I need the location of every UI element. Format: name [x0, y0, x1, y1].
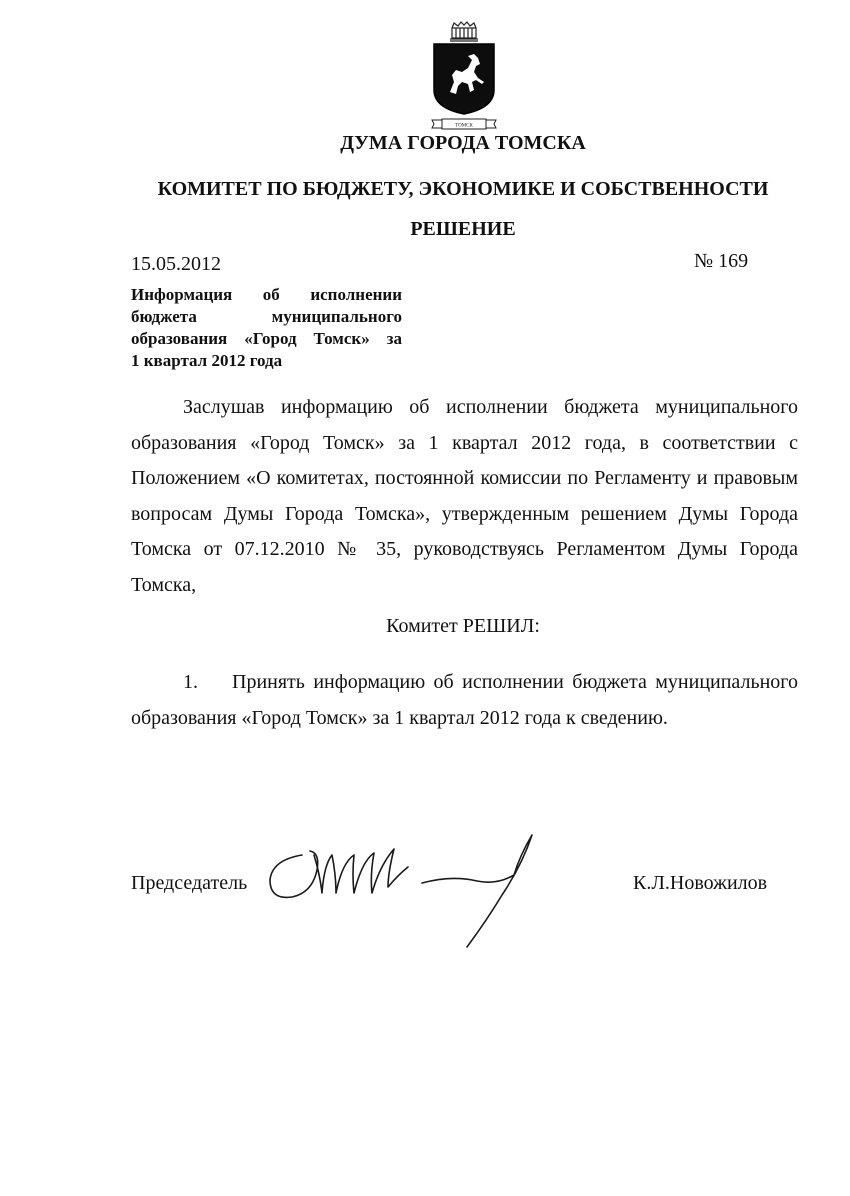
subject-line: образования «Город Томск» за	[131, 329, 402, 348]
ribbon-text: ТОМСК	[455, 123, 473, 129]
item-number: 1.	[183, 671, 198, 693]
duma-title: ДУМА ГОРОДА ТОМСКА	[340, 132, 586, 154]
subject-line: бюджета муниципального	[131, 307, 402, 326]
committee-title: КОМИТЕТ ПО БЮДЖЕТУ, ЭКОНОМИКЕ И СОБСТВЕННОСТИ	[157, 178, 769, 200]
coat-of-arms-emblem	[428, 20, 500, 138]
document-type-heading: РЕШЕНИЕ	[410, 218, 516, 240]
signatory-title: Председатель	[131, 872, 248, 894]
item-text: Принять информацию об исполнении бюджета муниципального образования «Город Томск» за 1 квартал 2012 года к сведению.	[131, 671, 798, 729]
document-number: № 169	[694, 250, 749, 272]
document-subject	[131, 284, 402, 372]
crown-icon	[450, 22, 478, 41]
subject-line: Информация об исполнении	[131, 285, 402, 304]
signatory-name: К.Л.Новожилов	[633, 872, 768, 894]
resolved-heading: Комитет РЕШИЛ:	[386, 615, 540, 637]
resolution-item	[131, 665, 798, 736]
handwritten-signature	[262, 825, 562, 955]
document-date: 15.05.2012	[131, 253, 221, 275]
subject-line: 1 квартал 2012 года	[131, 351, 283, 370]
body-paragraph: Заслушав информацию об исполнении бюджета муниципального образования «Город Томск» за 1 квартал 2012 года, в соответствии с Положением «О комитетах, постоянной комиссии по Регламенту и правовым вопросам Думы Города Томска», утвержденным решением Думы Города Томска от 07.12.2010 № 35, руководствуясь Регламентом Думы Города Томска,	[131, 396, 798, 596]
